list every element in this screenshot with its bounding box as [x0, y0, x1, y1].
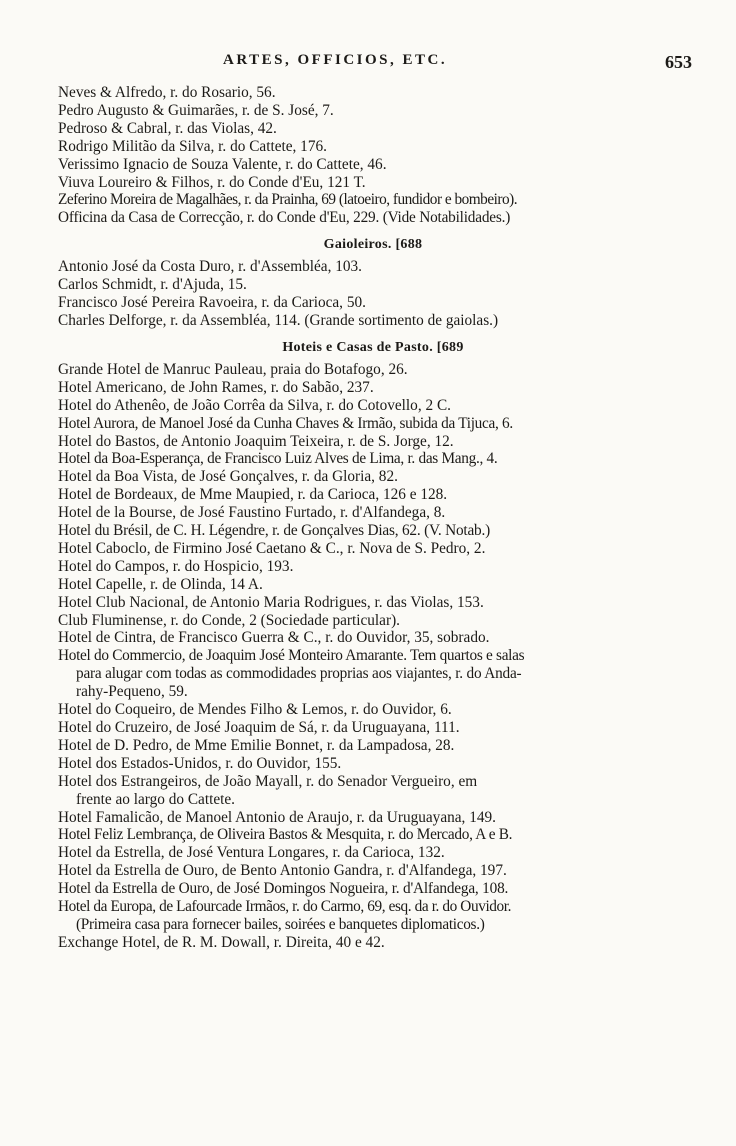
entry-line: Hotel do Coqueiro, de Mendes Filho & Lemos, r. do Ouvidor, 6. [58, 701, 452, 719]
entry-line: Hotel dos Estados-Unidos, r. do Ouvidor, 155. [58, 754, 342, 772]
entry-line: Exchange Hotel, de R. M. Dowall, r. Direita, 40 e 42. [58, 933, 385, 951]
entry-line: Hotel da Europa, de Lafourcade Irmãos, r. do Carmo, 69, esq. da r. do Ouvidor. [58, 898, 512, 916]
section-heading-hoteis: Hoteis e Casas de Pasto. [689 [282, 339, 464, 355]
entry-line: rahy-Pequeno, 59. [76, 683, 188, 701]
entry-line: Hotel de Bordeaux, de Mme Maupied, r. da Carioca, 126 e 128. [58, 486, 448, 504]
entry-line: Hotel Caboclo, de Firmino José Caetano & C., r. Nova de S. Pedro, 2. [58, 539, 486, 557]
entry-line: Zeferino Moreira de Magalhães, r. da Prainha, 69 (latoeiro, fundidor e bombeiro). [58, 191, 518, 209]
page-number: 653 [665, 52, 692, 72]
entry-line: Hotel do Campos, r. do Hospicio, 193. [58, 557, 294, 575]
header-title: ARTES, OFFICIOS, ETC. [223, 52, 448, 68]
entry-line: Hotel do Athenêo, de João Corrêa da Silva, r. do Cotovello, 2 C. [58, 396, 451, 414]
entry-line: Hotel Americano, de John Rames, r. do Sabão, 237. [58, 378, 374, 396]
entries-gaioleiros [58, 258, 688, 330]
entry-line: Hotel Capelle, r. de Olinda, 14 A. [58, 575, 263, 593]
entry-line: Hotel do Bastos, de Antonio Joaquim Teixeira, r. de S. Jorge, 12. [58, 432, 454, 450]
entry-line: Neves & Alfredo, r. do Rosario, 56. [58, 84, 276, 101]
entry-line: Carlos Schmidt, r. d'Ajuda, 15. [58, 276, 247, 294]
entry-line: Grande Hotel de Manruc Pauleau, praia do Botafogo, 26. [58, 360, 408, 378]
entry-line: Hotel Club Nacional, de Antonio Maria Rodrigues, r. das Violas, 153. [58, 593, 484, 611]
entry-line: Hotel Aurora, de Manoel José da Cunha Chaves & Irmão, subida da Tijuca, 6. [58, 414, 513, 432]
entry-line: Verissimo Ignacio de Souza Valente, r. do Cattete, 46. [58, 155, 387, 173]
entry-line: Hotel da Estrella de Ouro, de Bento Antonio Gandra, r. d'Alfandega, 197. [58, 862, 507, 880]
entry-line: frente ao largo do Cattete. [76, 790, 235, 808]
entry-line: Hotel Feliz Lembrança, de Oliveira Bastos & Mesquita, r. do Mercado, A e B. [58, 826, 513, 844]
entry-line: Viuva Loureiro & Filhos, r. do Conde d'Eu, 121 T. [58, 173, 366, 191]
entry-line: Pedro Augusto & Guimarães, r. de S. José, 7. [58, 101, 334, 119]
directory-page [58, 52, 692, 952]
entries-hoteis [58, 361, 688, 952]
entry-line: Hotel do Commercio, de Joaquim José Monteiro Amarante. Tem quartos e salas [58, 647, 525, 665]
entry-line: Hotel de la Bourse, de José Faustino Furtado, r. d'Alfandega, 8. [58, 504, 446, 522]
entry-line: Club Fluminense, r. do Conde, 2 (Sociedade particular). [58, 611, 400, 629]
entry-line: Hotel de D. Pedro, de Mme Emilie Bonnet, r. da Lampadosa, 28. [58, 736, 455, 754]
entry-line: Hotel da Boa Vista, de José Gonçalves, r. da Gloria, 82. [58, 468, 398, 486]
entry-line: Hotel do Cruzeiro, de José Joaquim de Sá, r. da Uruguayana, 111. [58, 719, 460, 736]
entry-line: Hotel de Cintra, de Francisco Guerra & C., r. do Ouvidor, 35, sobrado. [58, 629, 490, 647]
entry-line: Antonio José da Costa Duro, r. d'Assembléa, 103. [58, 258, 362, 276]
entry-line: Hotel da Estrella, de José Ventura Longares, r. da Carioca, 132. [58, 844, 445, 862]
entry-line: (Primeira casa para fornecer bailes, soirées e banquetes diplomaticos.) [76, 915, 485, 933]
entry-line: Hotel da Estrella de Ouro, de José Domingos Nogueira, r. d'Alfandega, 108. [58, 880, 509, 898]
entry-line: Hotel du Brésil, de C. H. Légendre, r. de Gonçalves Dias, 62. (V. Notab.) [58, 522, 491, 540]
running-header [58, 52, 692, 84]
section-heading-gaioleiros: Gaioleiros. [688 [323, 237, 423, 253]
entry-line: Pedroso & Cabral, r. das Violas, 42. [58, 119, 277, 137]
entry-line: Rodrigo Militão da Silva, r. do Cattete, 176. [58, 137, 327, 155]
entry-line: Hotel da Boa-Esperança, de Francisco Luiz Alves de Lima, r. das Mang., 4. [58, 450, 498, 468]
entry-line: Charles Delforge, r. da Assembléa, 114. (Grande sortimento de gaiolas.) [58, 311, 499, 329]
entry-line: Hotel dos Estrangeiros, de João Mayall, r. do Senador Vergueiro, em [58, 772, 478, 790]
entry-line: Officina da Casa de Correcção, r. do Conde d'Eu, 229. (Vide Notabilidades.) [58, 209, 511, 227]
entry-line: Francisco José Pereira Ravoeira, r. da Carioca, 50. [58, 294, 366, 312]
entry-line: para alugar com todas as commodidades proprias aos viajantes, r. do Anda- [76, 665, 522, 683]
entries-first [58, 84, 688, 227]
entry-line: Hotel Famalicão, de Manoel Antonio de Araujo, r. da Uruguayana, 149. [58, 808, 496, 826]
